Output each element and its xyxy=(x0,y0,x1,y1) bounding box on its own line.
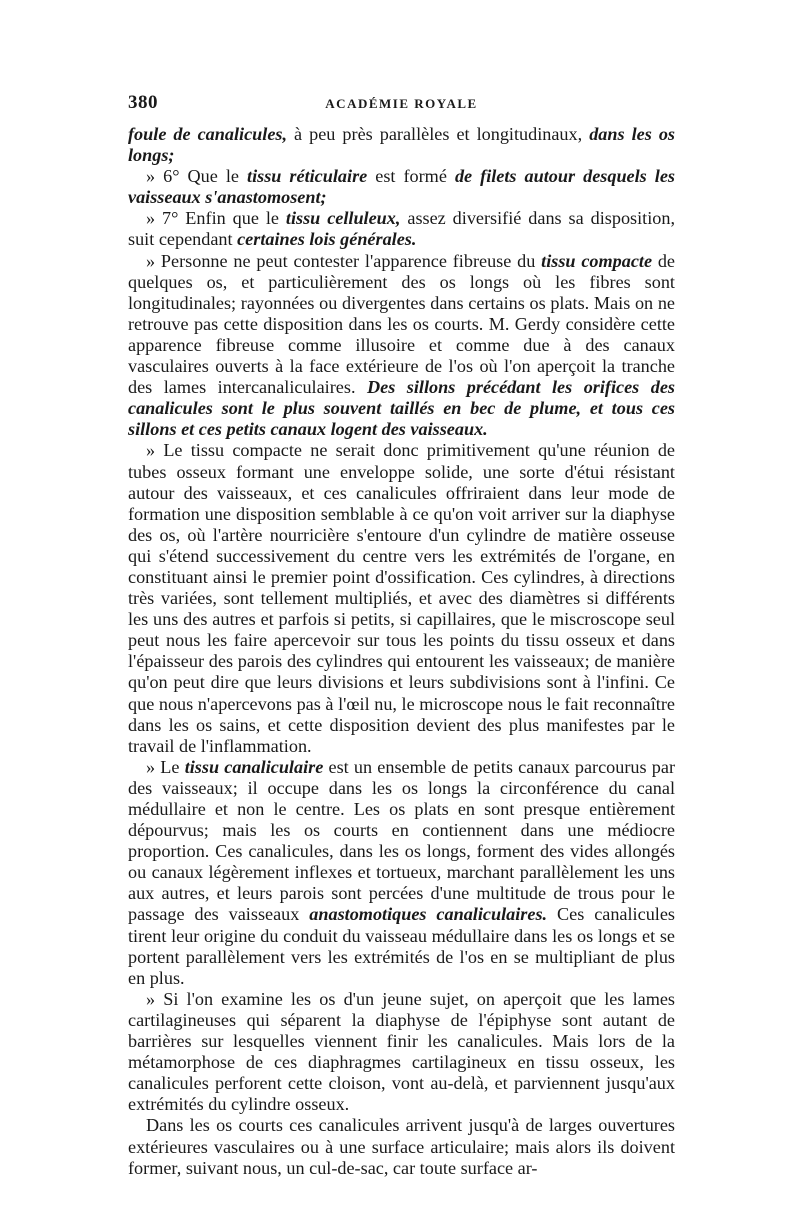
text-run: est un ensemble de petits canaux parcourus par des vaisseaux; il occupe dans les os longs la circonférence du canal médullaire et non le centre. Les os plats en sont presque entièrement dépourvus; mais les os courts en contiennent dans une médiocre proportion. Ces canalicules, dans les os longs, forment des vides allongés ou canaux légèrement inflexes et tortueux, marchant parallèlement les uns aux autres, et leurs parois sont percées d'une multitude de trous pour le passage des vaisseaux xyxy=(128,756,675,925)
paragraph-6 xyxy=(128,757,675,989)
page-number: 380 xyxy=(128,92,158,113)
text-run: » Le tissu compacte ne serait donc primitivement qu'une réunion de tubes osseux formant une enveloppe solide, une sorte d'étui résistant autour des vaisseaux, et ces canalicules offriraient dans leur mode de formation une disposition semblable à ce qu'on voit arriver sur la diaphyse des os, où l'artère nourricière s'entoure d'un cylindre de matière osseuse qui s'étend successivement du centre vers les extrémités de l'organe, en constituant ainsi le premier point d'ossification. Ces cylindres, à directions très variées, sont tellement multipliés, et avec des diamètres si différents les uns des autres et parfois si petits, si capillaires, que le miscroscope seul peut nous les faire apercevoir sur tous les points du tissu osseux et dans l'épaisseur des parois des cylindres qui entourent les vaisseaux; de manière qu'on peut dire que leurs divisions et leurs subdivisions sont à l'infini. Ce que nous n'apercevons pas à l'œil nu, le microscope nous le fait reconnaître dans les os sains, et cette disposition devient des plus manifestes par le travail de l'inflammation. xyxy=(128,440,675,756)
italic-run: tissu réticulaire xyxy=(247,166,368,187)
italic-run: certaines lois générales. xyxy=(237,229,417,250)
italic-run: tissu compacte xyxy=(541,250,653,271)
text-run: » Si l'on examine les os d'un jeune sujet, on aperçoit que les lames cartilagineuses qui séparent la diaphyse de l'épiphyse sont autant de barrières sur lesquelles viennent finir les canalicules. Mais lors de la métamorphose de ces diaphragmes cartilagineux en tissu osseux, les canalicules perforent cette cloison, vont au-delà, et parviennent jusqu'aux extrémités du cylindre osseux. xyxy=(128,988,675,1115)
book-page xyxy=(128,92,675,1179)
italic-run: tissu celluleux, xyxy=(285,208,401,229)
italic-run: de filets autour desquels les vaisseaux s'anastomosent; xyxy=(128,166,675,208)
text-run: Dans les os courts ces canalicules arrivent jusqu'à de larges ouvertures extérieures vasculaires ou à une surface articulaire; mais alors ils doivent former, suivant nous, un cul-de-sac, car toute surface ar- xyxy=(128,1115,675,1178)
paragraph-4 xyxy=(128,251,675,441)
italic-run: Des sillons précédant les orifices des canalicules sont le plus souvent taillés en bec de plume, et tous ces sillons et ces petits canaux logent des vaisseaux. xyxy=(128,377,675,440)
paragraph-1 xyxy=(128,124,675,166)
paragraph-5 xyxy=(128,440,675,756)
paragraph-2 xyxy=(128,166,675,208)
text-run: est formé xyxy=(367,166,455,187)
italic-run: foule de canalicules, xyxy=(128,124,288,144)
text-run: » Personne ne peut contester l'apparence fibreuse du xyxy=(146,250,542,271)
text-run: » Le xyxy=(146,756,185,777)
italic-run: anastomotiques canaliculaires. xyxy=(309,904,548,925)
running-head: ACADÉMIE ROYALE xyxy=(325,96,478,111)
text-run: Ces canalicules tirent leur origine du conduit du vaisseau médullaire dans les os longs et se portent parallèlement vers les extrémités de l'os en se multipliant de plus en plus. xyxy=(128,904,675,988)
paragraph-3 xyxy=(128,208,675,250)
body-text xyxy=(128,124,675,1179)
paragraph-7 xyxy=(128,989,675,1116)
text-run: » 6° Que le xyxy=(146,166,248,187)
italic-run: dans les os longs; xyxy=(128,124,675,166)
text-run: à peu près parallèles et longitudinaux, xyxy=(287,124,590,144)
text-run: assez diversifié dans sa disposition, suit cependant xyxy=(128,208,676,250)
page-header xyxy=(128,92,675,124)
italic-run: tissu canaliculaire xyxy=(184,756,324,777)
text-run: » 7° Enfin que le xyxy=(146,208,286,229)
text-run: de quelques os, et particulièrement des os longs où les fibres sont longitudinales; rayonnées ou divergentes dans certains os plats. Mais on ne retrouve pas cette disposition dans les os courts. M. Gerdy considère cette apparence fibreuse comme illusoire et comme due à des canaux vasculaires ouverts à la face extérieure de l'os où l'on aperçoit la tranche des lames intercanaliculaires. xyxy=(128,250,676,398)
paragraph-8 xyxy=(128,1115,675,1178)
